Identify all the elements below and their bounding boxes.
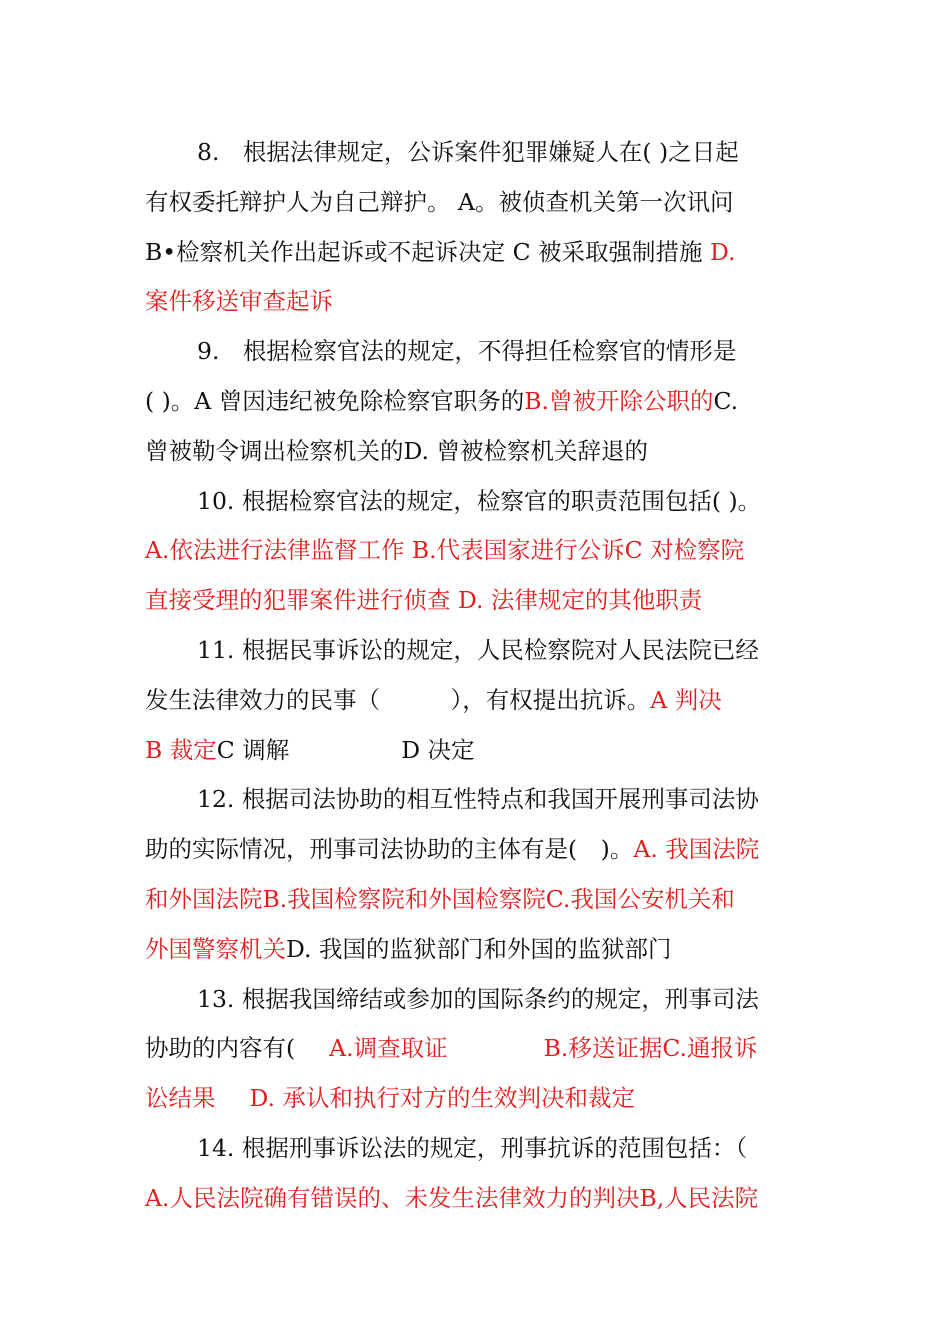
question-11-answer: B 裁定 (145, 735, 217, 764)
question-10-line-2 (145, 526, 810, 576)
question-9-answer: B.曾被开除公职的 (524, 386, 714, 415)
question-12-line-3 (145, 875, 810, 925)
question-11-text: D 决定 (401, 735, 475, 764)
question-9-line-1 (145, 327, 810, 377)
question-13-answer: B.移送证据C.通报诉 (543, 1034, 758, 1063)
question-14-text: 14. 根据刑事诉讼法的规定，刑事抗诉的范围包括：（ (197, 1133, 748, 1162)
question-12-answer: 和外国法院B.我国检察院和外国检察院C.我国公安机关和 (145, 884, 735, 913)
question-9-text: ( )。A 曾因违纪被免除检察官职务的 (145, 386, 525, 415)
question-8-text: 8. 根据法律规定，公诉案件犯罪嫌疑人在( )之日起 (197, 138, 739, 166)
question-9-text: 9. 根据检察官法的规定，不得担任检察官的情形是 (197, 337, 737, 366)
question-13-line-1 (145, 975, 810, 1025)
question-11-text: 11. 根据民事诉讼的规定，人民检察院对人民法院已经 (197, 635, 759, 664)
question-12-text: D. 我国的监狱部门和外国的监狱部门 (286, 934, 672, 963)
question-8-text: B•检察机关作出起诉或不起诉决定 C 被采取强制措施 (145, 237, 711, 266)
question-11-line-1 (145, 626, 810, 676)
question-8-line-1 (145, 128, 810, 178)
question-9-line-3 (145, 427, 810, 477)
question-8-text: 有权委托辩护人为自己辩护。 A。被侦查机关第一次讯问 (145, 187, 734, 216)
question-12-answer: 外国警察机关 (145, 934, 286, 963)
question-14-line-1 (145, 1124, 810, 1174)
question-11-text: C 调解 (216, 735, 290, 764)
question-11-line-3 (145, 726, 810, 776)
question-10-answer: A.依法进行法律监督工作 B.代表国家进行公诉C 对检察院 (145, 536, 745, 565)
question-13-line-3 (145, 1074, 810, 1124)
question-8-answer: D. (710, 237, 736, 266)
question-14-answer: A.人民法院确有错误的、未发生法律效力的判决B,人民法院 (145, 1183, 759, 1212)
question-8-answer: 案件移送审查起诉 (145, 287, 333, 316)
question-13-answer: A.调查取证 (329, 1034, 448, 1063)
question-13-text: 协助的内容有( (145, 1034, 296, 1063)
question-11-answer: A 判决 (650, 685, 722, 714)
question-14-line-2 (145, 1174, 810, 1224)
question-12-text: 12. 根据司法协助的相互性特点和我国开展刑事司法协 (197, 785, 759, 814)
question-12-answer: A. 我国法院 (633, 835, 760, 864)
question-10-answer: 直接受理的犯罪案件进行侦查 D. 法律规定的其他职责 (145, 586, 703, 615)
question-11-line-2 (145, 676, 810, 726)
question-12-line-4 (145, 925, 810, 975)
question-11-text: 发生法律效力的民事（ ），有权提出抗诉。 (145, 685, 651, 714)
question-13-answer: 讼结果 (145, 1084, 216, 1113)
document-body (145, 128, 810, 1224)
question-10-text: 10. 根据检察官法的规定，检察官的职责范围包括( )。 (197, 486, 762, 515)
question-9-text: C. (713, 386, 739, 415)
question-10-line-1 (145, 477, 810, 527)
question-12-text: 助的实际情况，刑事司法协助的主体有是( )。 (145, 835, 634, 864)
question-13-answer: D. 承认和执行对方的生效判决和裁定 (249, 1084, 635, 1113)
question-10-line-3 (145, 576, 810, 626)
question-13-line-2 (145, 1024, 810, 1074)
question-9-line-2 (145, 377, 810, 427)
question-12-line-2 (145, 825, 810, 875)
question-13-text: 13. 根据我国缔结或参加的国际条约的规定，刑事司法 (197, 984, 759, 1013)
question-12-line-1 (145, 775, 810, 825)
question-8-line-2 (145, 178, 810, 228)
question-8-line-4 (145, 277, 810, 327)
question-9-text: 曾被勒令调出检察机关的D. 曾被检察机关辞退的 (145, 436, 648, 465)
question-8-line-3 (145, 228, 810, 278)
